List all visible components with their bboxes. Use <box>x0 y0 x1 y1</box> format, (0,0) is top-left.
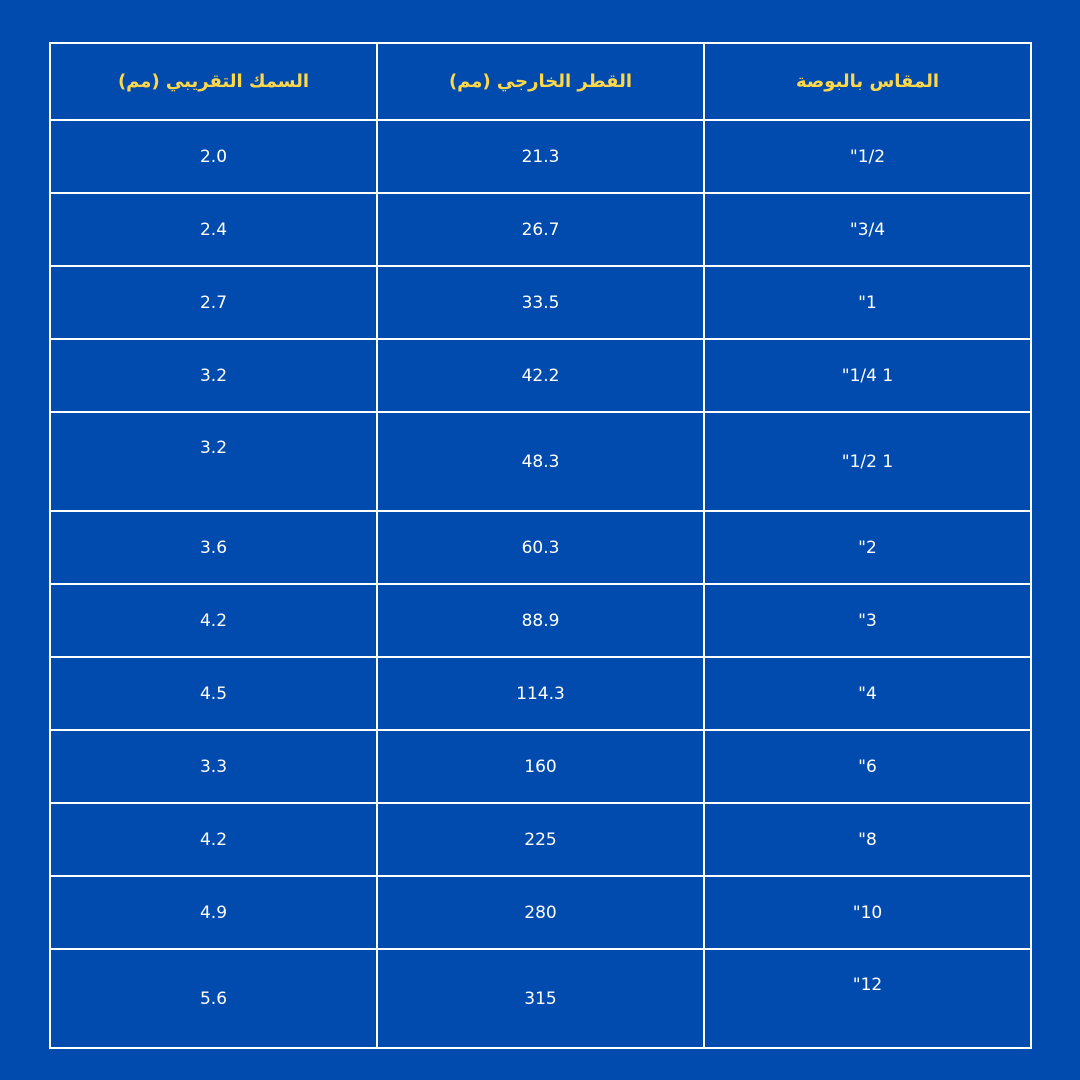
header-row <box>50 43 1031 120</box>
cell-thickness: 3.2 <box>50 412 377 511</box>
table-row <box>50 511 1031 584</box>
cell-size: 12" <box>704 949 1031 1048</box>
header-size-inch: المقاس بالبوصة <box>704 43 1031 120</box>
cell-size: 3" <box>704 584 1031 657</box>
cell-size: 2" <box>704 511 1031 584</box>
cell-thickness: 2.4 <box>50 193 377 266</box>
cell-outer-diameter: 114.3 <box>377 657 704 730</box>
table-row <box>50 876 1031 949</box>
cell-outer-diameter: 225 <box>377 803 704 876</box>
table-row <box>50 730 1031 803</box>
cell-outer-diameter: 26.7 <box>377 193 704 266</box>
cell-size: 8" <box>704 803 1031 876</box>
cell-thickness: 2.0 <box>50 120 377 193</box>
cell-size: 1" <box>704 266 1031 339</box>
pipe-size-table <box>49 42 1031 1048</box>
cell-thickness: 5.6 <box>50 949 377 1048</box>
cell-outer-diameter: 21.3 <box>377 120 704 193</box>
cell-thickness: 4.2 <box>50 584 377 657</box>
cell-thickness: 4.9 <box>50 876 377 949</box>
table-row <box>50 412 1031 511</box>
cell-size: 3/4" <box>704 193 1031 266</box>
cell-size: 4" <box>704 657 1031 730</box>
cell-outer-diameter: 315 <box>377 949 704 1048</box>
table-row <box>50 584 1031 657</box>
cell-size: 1 1/2" <box>704 412 1031 511</box>
table-row <box>50 339 1031 412</box>
cell-thickness: 3.3 <box>50 730 377 803</box>
cell-size: 1 1/4" <box>704 339 1031 412</box>
cell-outer-diameter: 42.2 <box>377 339 704 412</box>
cell-size: 1/2" <box>704 120 1031 193</box>
cell-outer-diameter: 60.3 <box>377 511 704 584</box>
cell-thickness: 2.7 <box>50 266 377 339</box>
cell-thickness: 4.5 <box>50 657 377 730</box>
table-row <box>50 949 1031 1048</box>
data-table <box>49 42 1032 1049</box>
cell-outer-diameter: 280 <box>377 876 704 949</box>
cell-thickness: 3.6 <box>50 511 377 584</box>
cell-thickness: 3.2 <box>50 339 377 412</box>
table-row <box>50 803 1031 876</box>
cell-outer-diameter: 48.3 <box>377 412 704 511</box>
header-outer-diameter: القطر الخارجي (مم) <box>377 43 704 120</box>
cell-thickness: 4.2 <box>50 803 377 876</box>
cell-outer-diameter: 88.9 <box>377 584 704 657</box>
header-thickness: السمك التقريبي (مم) <box>50 43 377 120</box>
table-row <box>50 266 1031 339</box>
table-row <box>50 193 1031 266</box>
cell-size: 6" <box>704 730 1031 803</box>
table-row <box>50 120 1031 193</box>
cell-size: 10" <box>704 876 1031 949</box>
table-row <box>50 657 1031 730</box>
cell-outer-diameter: 33.5 <box>377 266 704 339</box>
cell-outer-diameter: 160 <box>377 730 704 803</box>
